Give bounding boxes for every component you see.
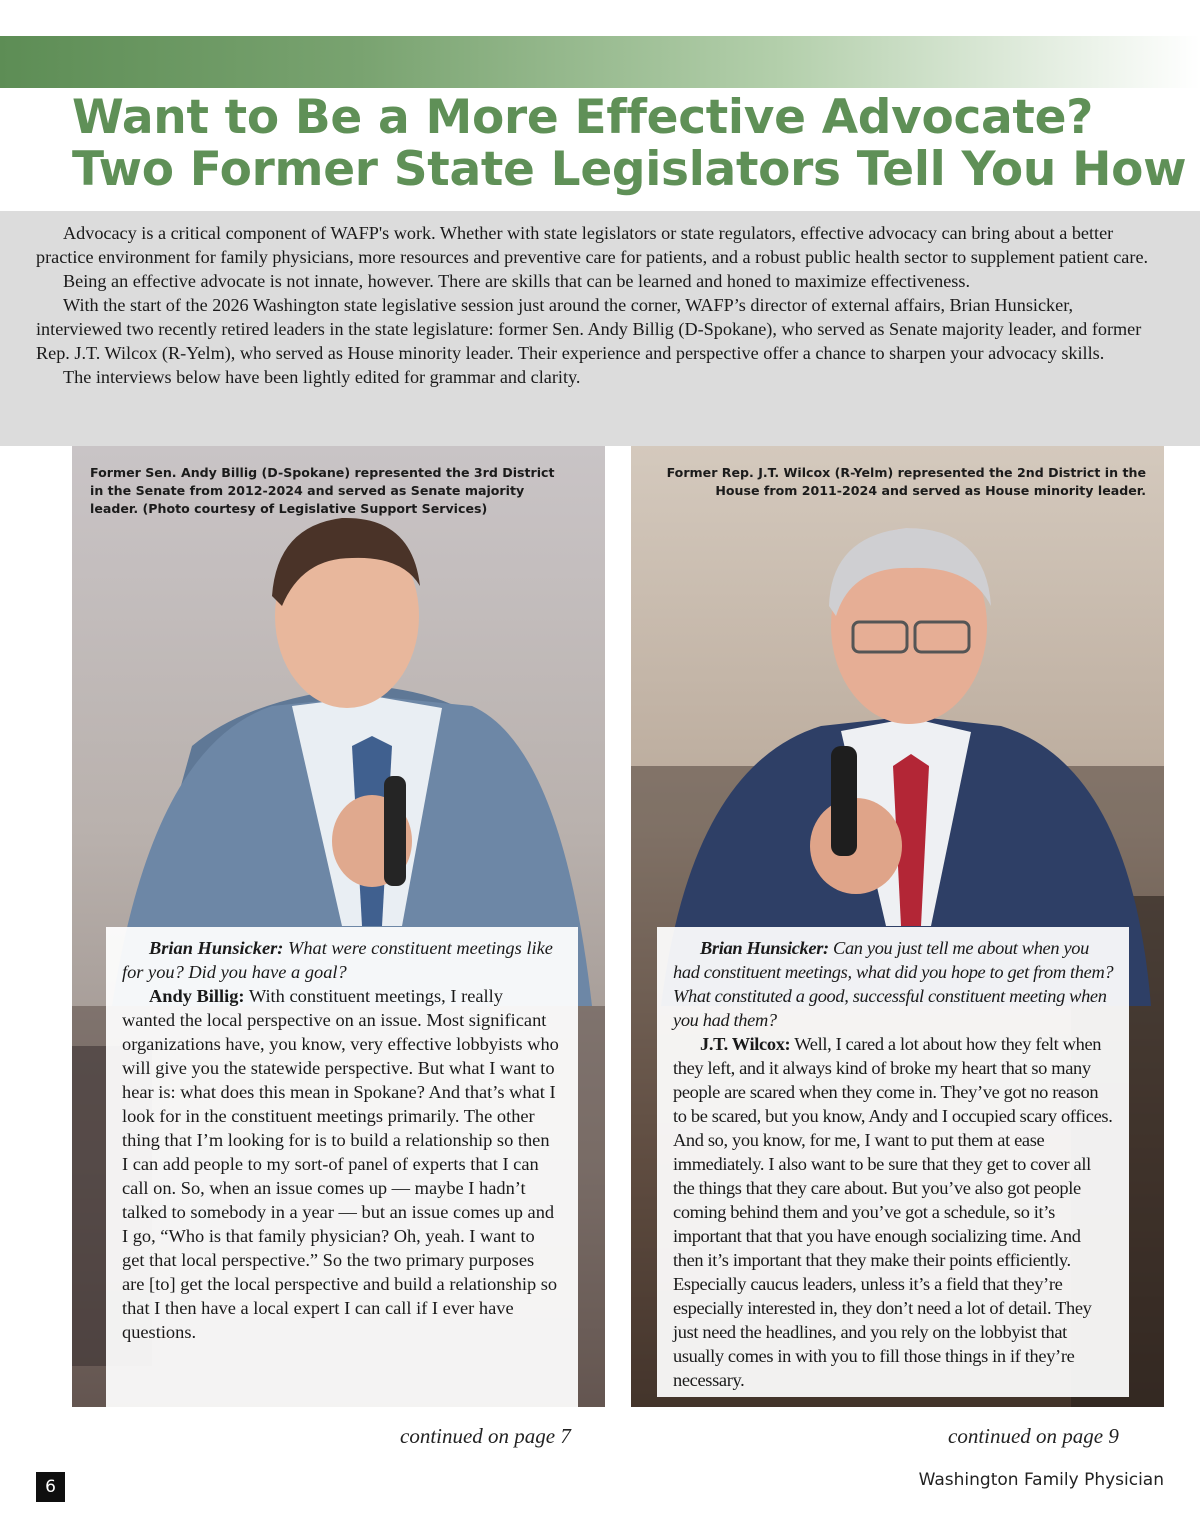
headline-line-2: Two Former State Legislators Tell You How: [72, 142, 1187, 197]
answer-text: With constituent meetings, I really wanted the local perspective on an issue. Most significant organizations have, you know, very effective lobbyists who will give you the statewide perspective. But what I want to hear is: what does this mean in Spokane? And that’s what I look for in the constituent meetings primarily. The other thing that I’m looking for is to build a relationship so then I can add people to my sort-of panel of experts that I can call on. So, when an issue comes up — maybe I hadn’t talked to somebody in a year — but an issue comes up and I go, “Who is that family physician? Oh, yeah. I want to get that local perspective.” So the two primary purposes are [to] get the local perspective and build a relationship so that I then have a local expert I can call if I ever have questions.: [122, 986, 559, 1342]
question-text: Can you just tell me about when you had constituent meetings, what did you hope to get from them? What constituted a good, successful constituent meeting when you had them?: [673, 938, 1114, 1030]
question-speaker: Brian Hunsicker:: [149, 938, 284, 958]
headline-line-1: Want to Be a More Effective Advocate?: [72, 90, 1094, 145]
wilcox-question: [673, 936, 1115, 1032]
intro-paragraph-3: With the start of the 2026 Washington state legislative session just around the corner, WAFP’s director of external affairs, Brian Hunsicker, interviewed two recently retired leaders in the state legislature: former Sen. Andy Billig (D-Spokane), who served as Senate majority leader, and former Rep. J.T. Wilcox (R-Yelm), who served as House minority leader. Their experience and perspective offer a chance to sharpen your advocacy skills.: [36, 295, 1142, 363]
continued-link-right[interactable]: continued on page 9: [948, 1424, 1119, 1448]
page-number: 6: [36, 1472, 65, 1502]
answer-speaker: Andy Billig:: [149, 986, 245, 1006]
intro-paragraph-4: The interviews below have been lightly edited for grammar and clarity.: [63, 367, 581, 387]
intro-paragraph-2: Being an effective advocate is not innate, however. There are skills that can be learned and honed to maximize effectiveness.: [63, 271, 971, 291]
answer-speaker: J.T. Wilcox:: [700, 1034, 791, 1054]
billig-question: [122, 936, 560, 984]
intro-paragraph-1: Advocacy is a critical component of WAFP's work. Whether with state legislators or state regulators, effective advocacy can bring about a better practice environment for family physicians, more resources and preventive care for patients, and a robust public health sector to supplement patient care.: [36, 223, 1149, 267]
billig-interview-box: [106, 927, 578, 1407]
question-text: What were constituent meetings like for you? Did you have a goal?: [122, 938, 553, 982]
answer-text: Well, I cared a lot about how they felt when they left, and it always kind of broke my heart that so many people are scared when they come in. They’ve got no reason to be scared, but you know, Andy and I occupied scary offices. And so, you know, for me, I want to put them at ease immediately. I also want to be sure that they get to cover all the things that they care about. But you’ve also got people coming behind them and you’ve got a schedule, so it’s important that that you have enough socializing time. And then it’s important that they make their points efficiently. Especially caucus leaders, unless it’s a field that they’re especially interested in, they don’t need a lot of detail. They just need the headlines, and you rely on the lobbyist that usually comes in with you to fill those things in if they’re necessary.: [673, 1034, 1113, 1390]
billig-answer: [122, 984, 560, 1344]
header-color-band: [0, 36, 1200, 88]
article-headline: [72, 90, 1187, 197]
intro-section: [0, 211, 1200, 446]
publication-name: Washington Family Physician: [918, 1470, 1164, 1490]
continued-link-left[interactable]: continued on page 7: [400, 1424, 571, 1448]
billig-photo-caption: Former Sen. Andy Billig (D-Spokane) represented the 3rd District in the Senate from 2012-2024 and served as Senate majority leader. (Photo courtesy of Legislative Support Services): [90, 465, 555, 516]
wilcox-photo-caption: Former Rep. J.T. Wilcox (R-Yelm) represented the 2nd District in the House from 2011-2024 and served as House minority leader.: [666, 465, 1146, 498]
wilcox-answer: [673, 1032, 1115, 1392]
question-speaker: Brian Hunsicker:: [700, 938, 829, 958]
wilcox-interview-box: [657, 927, 1129, 1397]
